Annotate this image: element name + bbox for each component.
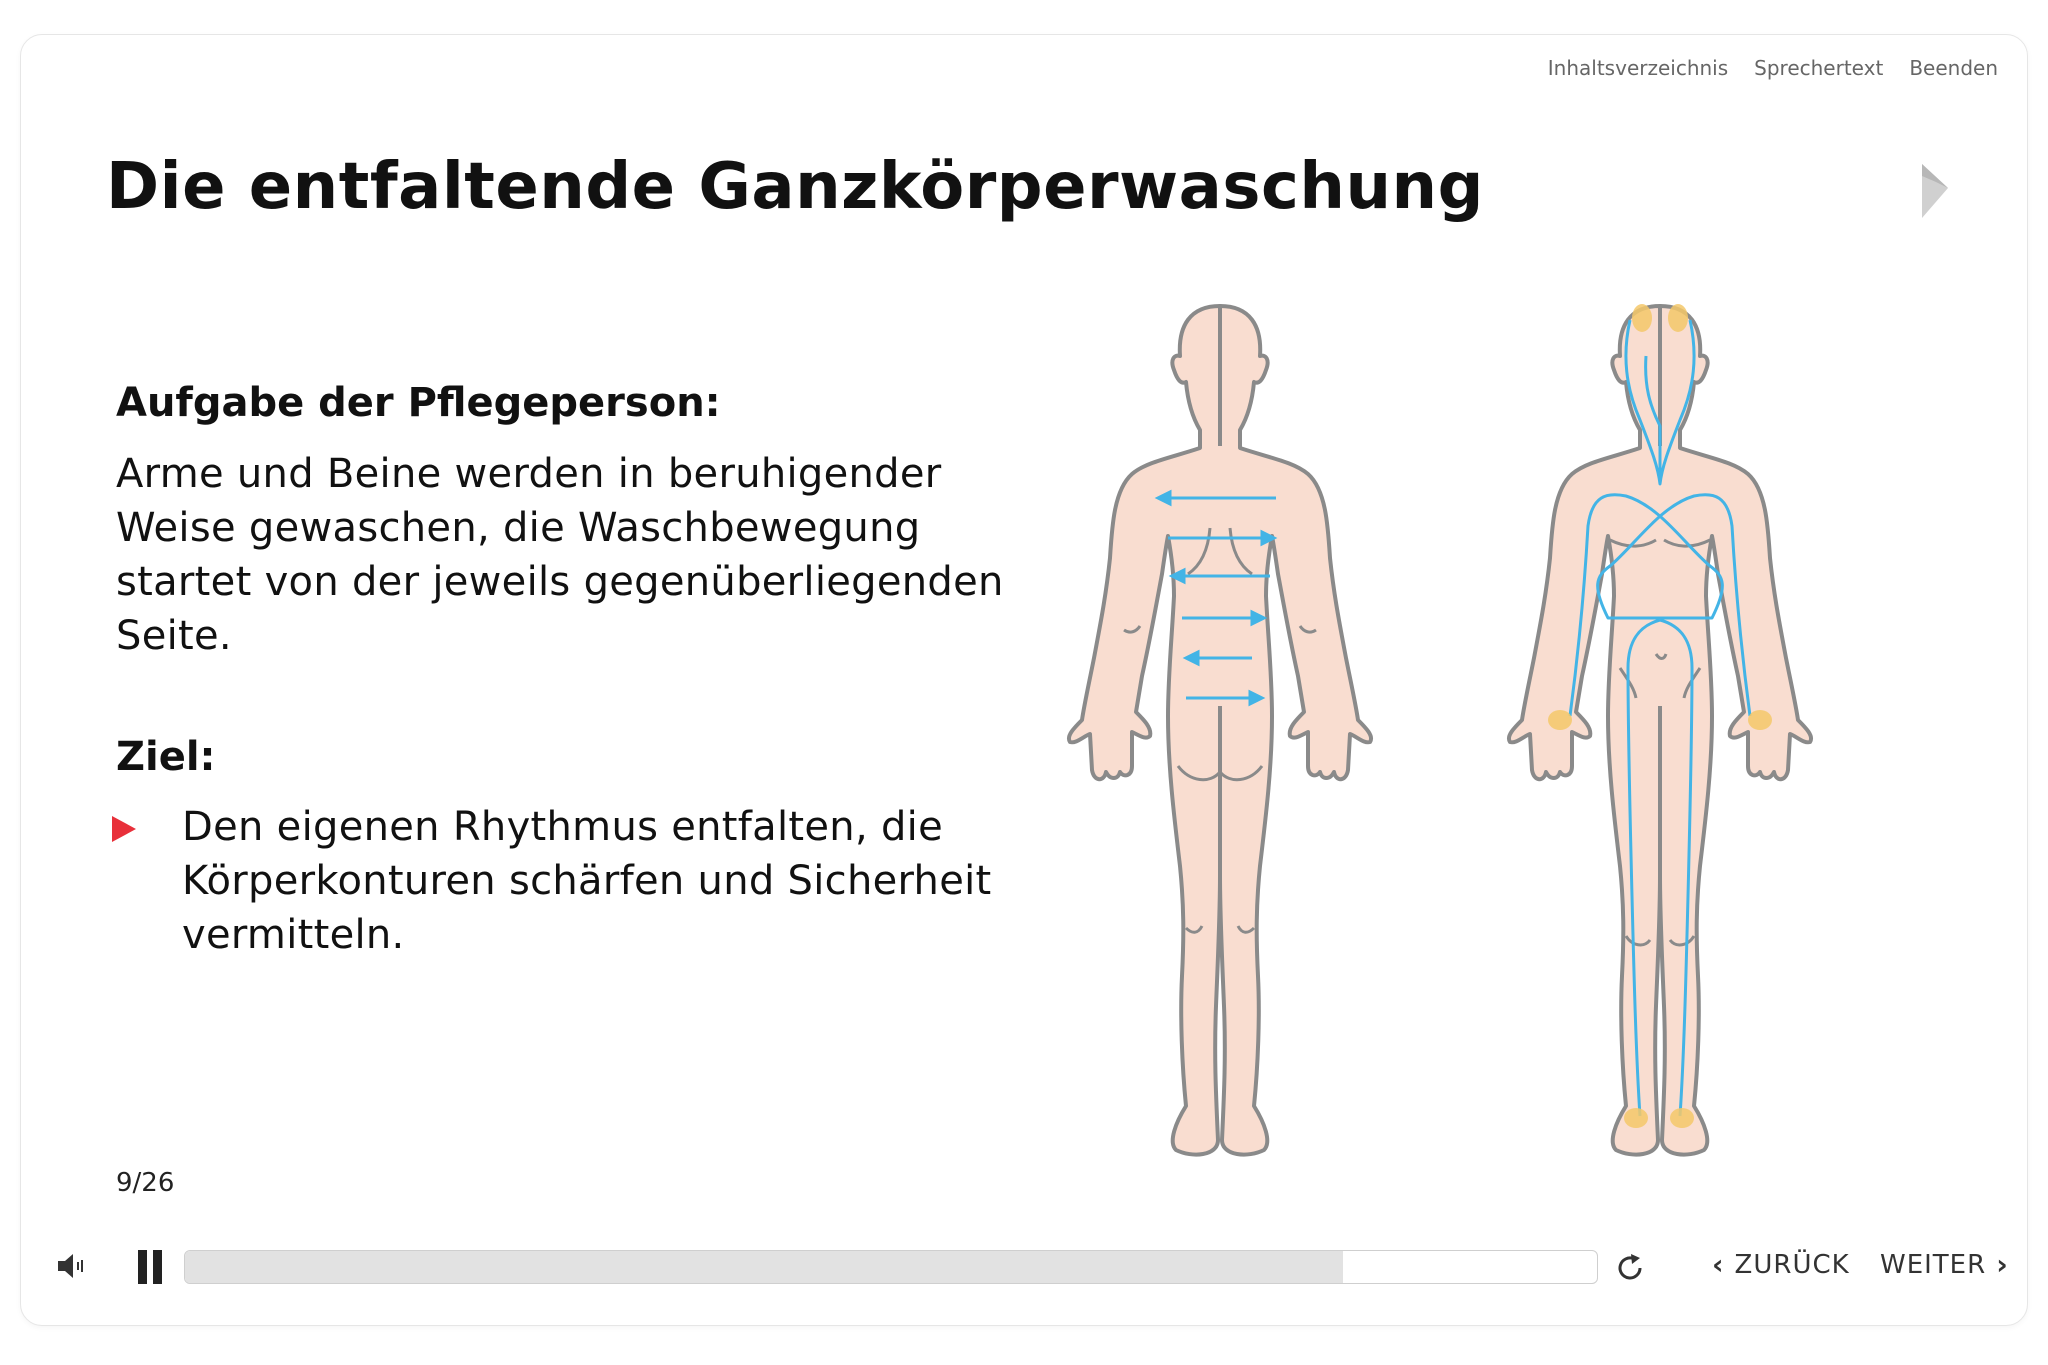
page-counter: 9/26 (116, 1168, 175, 1198)
transcript-link[interactable]: Sprechertext (1754, 56, 1884, 80)
top-navigation (1548, 56, 1998, 80)
red-arrow-bullet-icon (112, 816, 136, 842)
back-label: ZURÜCK (1734, 1249, 1850, 1280)
next-button[interactable] (1880, 1248, 2009, 1281)
goal-bullet-item (112, 800, 1032, 962)
next-label: WEITER (1880, 1249, 1987, 1280)
goal-heading: Ziel: (116, 734, 216, 780)
pause-icon[interactable] (138, 1250, 164, 1284)
play-triangle-icon[interactable] (1920, 162, 1950, 222)
replay-icon[interactable] (1614, 1252, 1646, 1284)
page-title: Die entfaltende Ganzkörperwaschung (106, 150, 1484, 224)
task-text: Arme und Beine werden in beruhigender Weise gewaschen, die Waschbewegung startet von der jeweils gegenüberliegenden Seite. (116, 451, 1004, 659)
body-back-view (1069, 306, 1371, 1155)
body-front-view (1509, 304, 1811, 1155)
task-heading: Aufgabe der Pflegeperson: (116, 380, 721, 426)
goal-bullet-text: Den eigenen Rhythmus entfalten, die Körperkonturen schärfen und Sicherheit vermitteln. (182, 804, 992, 958)
toc-link[interactable]: Inhaltsverzeichnis (1547, 56, 1729, 80)
chevron-right-icon: › (1996, 1248, 2009, 1281)
progress-bar[interactable] (184, 1250, 1598, 1284)
exit-link[interactable]: Beenden (1909, 56, 1998, 80)
chevron-left-icon: ‹ (1712, 1248, 1725, 1281)
progress-fill (185, 1251, 1343, 1283)
player-controls (0, 1230, 2048, 1300)
back-button[interactable] (1712, 1248, 1850, 1281)
body-wash-illustration (1060, 296, 1920, 1176)
speaker-icon[interactable] (56, 1250, 88, 1282)
